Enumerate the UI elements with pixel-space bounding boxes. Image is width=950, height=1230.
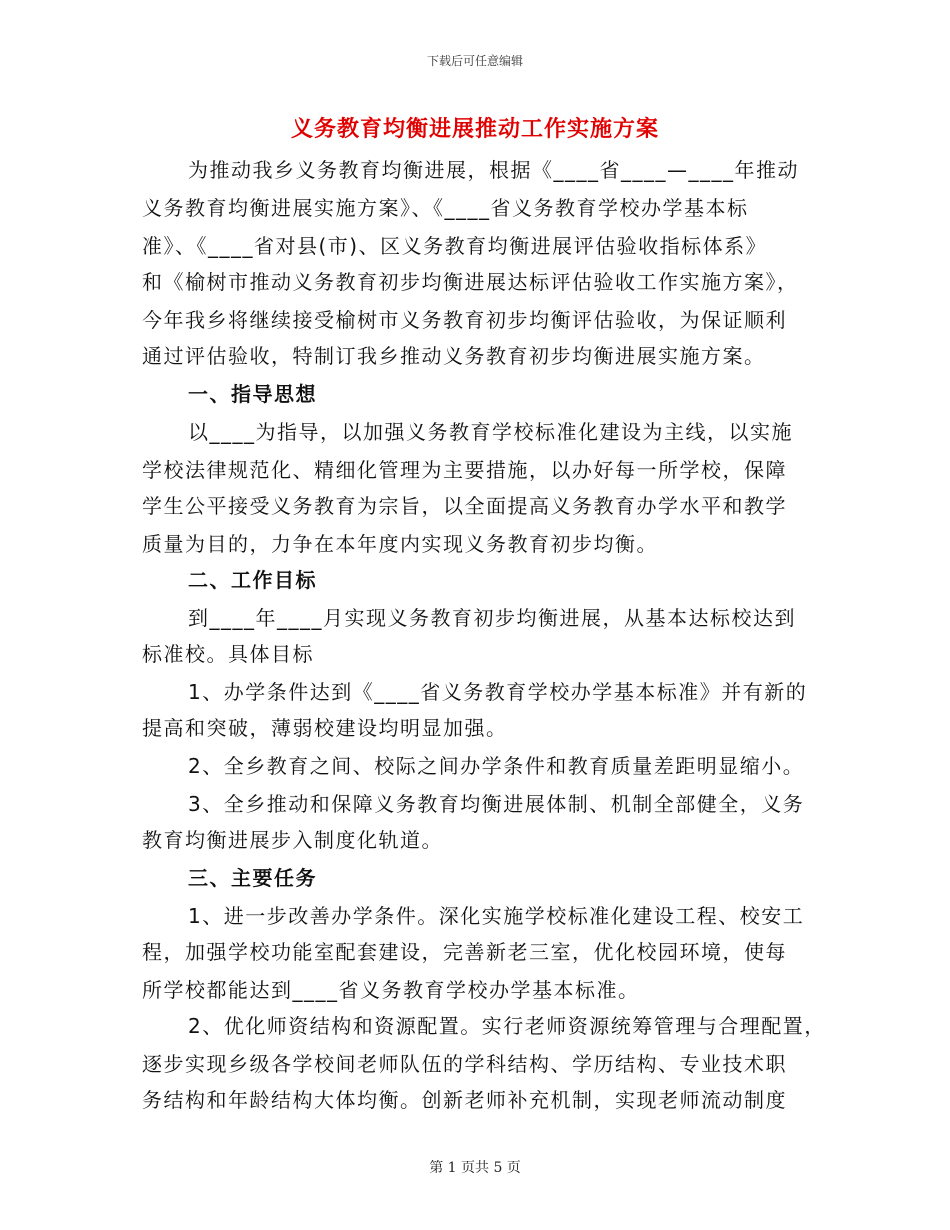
document-title: 义务教育均衡进展推动工作实施方案 — [290, 117, 659, 142]
body-line: 标准校。具体目标 — [142, 642, 314, 666]
body-line: 义务教育均衡进展实施方案》、《____省义务教育学校办学基本标 — [142, 196, 749, 220]
section-heading: 二、工作目标 — [188, 568, 317, 592]
body-line: 和《榆树市推动义务教育初步均衡进展达标评估验收工作实施方案》， — [142, 270, 799, 294]
body-line: 到____年____月实现义务教育初步均衡进展，从基本达标校达到 — [188, 606, 796, 630]
body-line: 今年我乡将继续接受榆树市义务教育初步均衡评估验收，为保证顺利 — [142, 308, 787, 332]
body-line: 逐步实现乡级各学校间老师队伍的学科结构、学历结构、专业技术职 — [142, 1052, 787, 1076]
page-number: 第 1 页共 5 页 — [429, 1160, 521, 1176]
body-line: 为推动我乡义务教育均衡进展，根据《____省____—____年推动 — [188, 158, 799, 182]
body-line: 提高和突破，薄弱校建设均明显加强。 — [142, 716, 508, 740]
body-line: 学生公平接受义务教育为宗旨，以全面提高义务教育办学水平和教学 — [142, 494, 787, 518]
body-line: 学校法律规范化、精细化管理为主要措施，以办好每一所学校，保障 — [142, 458, 787, 482]
body-line: 1、进一步改善办学条件。深化实施学校标准化建设工程、校安工 — [188, 904, 805, 928]
body-line: 准》、《____省对县(市)、区义务教育均衡进展评估验收指标体系》 — [142, 234, 768, 258]
body-line: 教育均衡进展步入制度化轨道。 — [142, 828, 443, 852]
body-line: 程，加强学校功能室配套建设，完善新老三室，优化校园环境，使每 — [142, 940, 787, 964]
body-line: 1、办学条件达到《____省义务教育学校办学基本标准》并有新的 — [188, 680, 808, 704]
body-line: 2、优化师资结构和资源配置。实行老师资源统筹管理与合理配置， — [188, 1014, 826, 1038]
body-line: 所学校都能达到____省义务教育学校办学基本标准。 — [142, 978, 640, 1002]
body-line: 通过评估验收，特制订我乡推动义务教育初步均衡进展实施方案。 — [142, 344, 766, 368]
body-line: 以____为指导，以加强义务教育学校标准化建设为主线，以实施 — [188, 420, 793, 444]
section-heading: 一、指导思想 — [188, 382, 317, 406]
section-heading: 三、主要任务 — [188, 866, 317, 890]
body-line: 质量为目的，力争在本年度内实现义务教育初步均衡。 — [142, 532, 658, 556]
body-line: 务结构和年龄结构大体均衡。创新老师补充机制，实现老师流动制度 — [142, 1088, 787, 1112]
body-line: 2、全乡教育之间、校际之间办学条件和教育质量差距明显缩小。 — [188, 754, 805, 778]
header-note: 下载后可任意编辑 — [426, 54, 523, 68]
body-line: 3、全乡推动和保障义务教育均衡进展体制、机制全部健全，义务 — [188, 792, 805, 816]
